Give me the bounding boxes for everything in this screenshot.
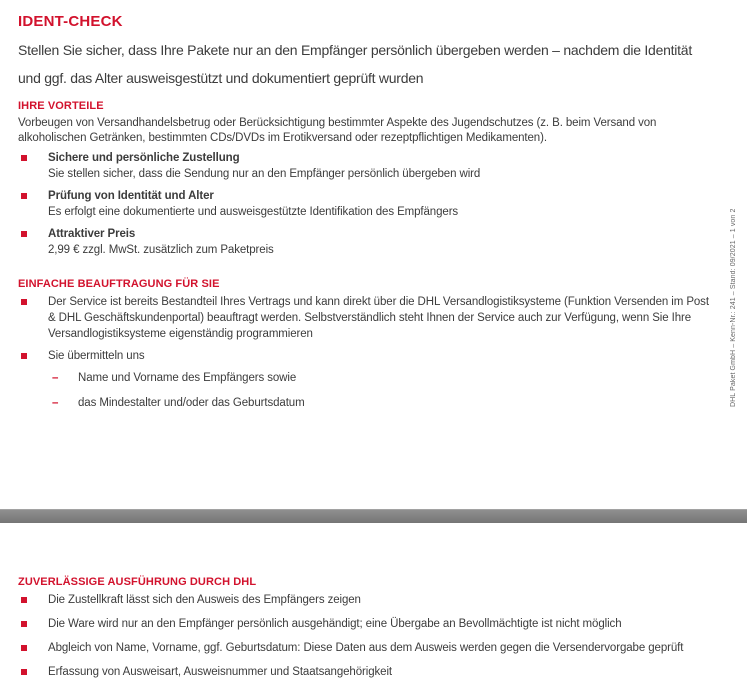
bullet-square-icon [21, 621, 27, 627]
bullet-body [48, 664, 719, 680]
bullet-square-icon [21, 231, 27, 237]
page-title: IDENT-CHECK [18, 13, 123, 30]
document-margin-note [730, 185, 744, 430]
bullet-text: Der Service ist bereits Bestandteil Ihres Vertrags und kann direkt über die DHL Versandlogistiksysteme (Funktion Versenden im Post & DHL Geschäftskundenportal) beauftragt werden. Selbstverständlich steht Ihnen der Service auch zur Verfügung, wenn Sie Ihre Versandlogistiksysteme eigenständig programmieren [48, 296, 709, 340]
bullet-body [48, 592, 719, 608]
bullet-body [48, 226, 719, 258]
bullet-text: 2,99 € zzgl. MwSt. zusätzlich zum Paketpreis [48, 244, 274, 256]
bullet-title: Sichere und persönliche Zustellung [48, 152, 240, 164]
section-einfache-beauftragung [18, 278, 719, 411]
list-item [18, 664, 719, 680]
bullet-body [48, 150, 719, 182]
bullet-square-icon [21, 597, 27, 603]
main-content [18, 14, 719, 411]
bullet-square-icon [21, 669, 27, 675]
section-ihre-vorteile [18, 100, 719, 258]
bullet-body [48, 616, 719, 632]
list-item [18, 188, 719, 220]
bullet-title: Attraktiver Preis [48, 228, 136, 240]
sub-item-text: Name und Vorname des Empfängers sowie [78, 372, 297, 384]
sub-list-item [48, 370, 719, 386]
bullet-square-icon [21, 299, 27, 305]
list-item [18, 294, 719, 342]
bullet-text: Es erfolgt eine dokumentierte und ausweisgestützte Identifikation des Empfängers [48, 206, 459, 218]
sub-item-text: das Mindestalter und/oder das Geburtsdatum [78, 397, 305, 409]
section-heading: ZUVERLÄSSIGE AUSFÜHRUNG DURCH DHL [18, 576, 257, 588]
bullet-text: Die Ware wird nur an den Empfänger persönlich ausgehändigt; eine Übergabe an Bevollmächtigte ist nicht möglich [48, 618, 622, 630]
margin-note-text: DHL Paket GmbH – Kenn-Nr.: 241 – Stand: 09/2021 – 1 von 2 [730, 208, 737, 407]
bullet-body [48, 294, 719, 342]
bullet-body [48, 640, 719, 656]
bullet-text: Abgleich von Name, Vorname, ggf. Geburtsdatum: Diese Daten aus dem Ausweis werden gegen die Versendervorgabe geprüft [48, 642, 684, 654]
section-heading: IHRE VORTEILE [18, 100, 104, 112]
subtitle-line: Stellen Sie sicher, dass Ihre Pakete nur an den Empfänger persönlich übergeben werden – nachdem die Identität [18, 42, 692, 58]
section-intro: Vorbeugen von Versandhandelsbetrug oder Berücksichtigung bestimmter Aspekte des Jugendschutzes (z. B. beim Versand von alkoholischen Getränken, bestimmten CDs/DVDs im Erotikversand oder rezeptpflichtigen Medikamenten). [18, 117, 657, 144]
subtitle-line: und ggf. das Alter ausweisgestützt und dokumentiert geprüft wurden [18, 70, 424, 86]
bullet-square-icon [21, 645, 27, 651]
section-divider [0, 509, 747, 523]
list-item [18, 616, 719, 632]
bullet-text: Die Zustellkraft lässt sich den Ausweis des Empfängers zeigen [48, 594, 361, 606]
section-zuverlaessige-ausfuehrung [18, 576, 719, 688]
dash-icon: – [52, 372, 59, 384]
bullet-text: Sie übermitteln uns [48, 350, 145, 362]
list-item [18, 592, 719, 608]
page-subtitle [18, 36, 719, 92]
dash-icon: – [52, 397, 59, 409]
list-item [18, 150, 719, 182]
list-item [18, 348, 719, 411]
bullet-text: Erfassung von Ausweisart, Ausweisnummer und Staatsangehörigkeit [48, 666, 393, 678]
bullet-square-icon [21, 193, 27, 199]
bullet-title: Prüfung von Identität und Alter [48, 190, 214, 202]
sub-list-item [48, 395, 719, 411]
bullet-text: Sie stellen sicher, dass die Sendung nur an den Empfänger persönlich übergeben wird [48, 168, 481, 180]
list-item [18, 640, 719, 656]
bullet-square-icon [21, 353, 27, 359]
section-heading: EINFACHE BEAUFTRAGUNG FÜR SIE [18, 278, 220, 290]
list-item [18, 226, 719, 258]
bullet-body [48, 348, 719, 411]
sub-list [48, 370, 719, 411]
bullet-body [48, 188, 719, 220]
bullet-square-icon [21, 155, 27, 161]
